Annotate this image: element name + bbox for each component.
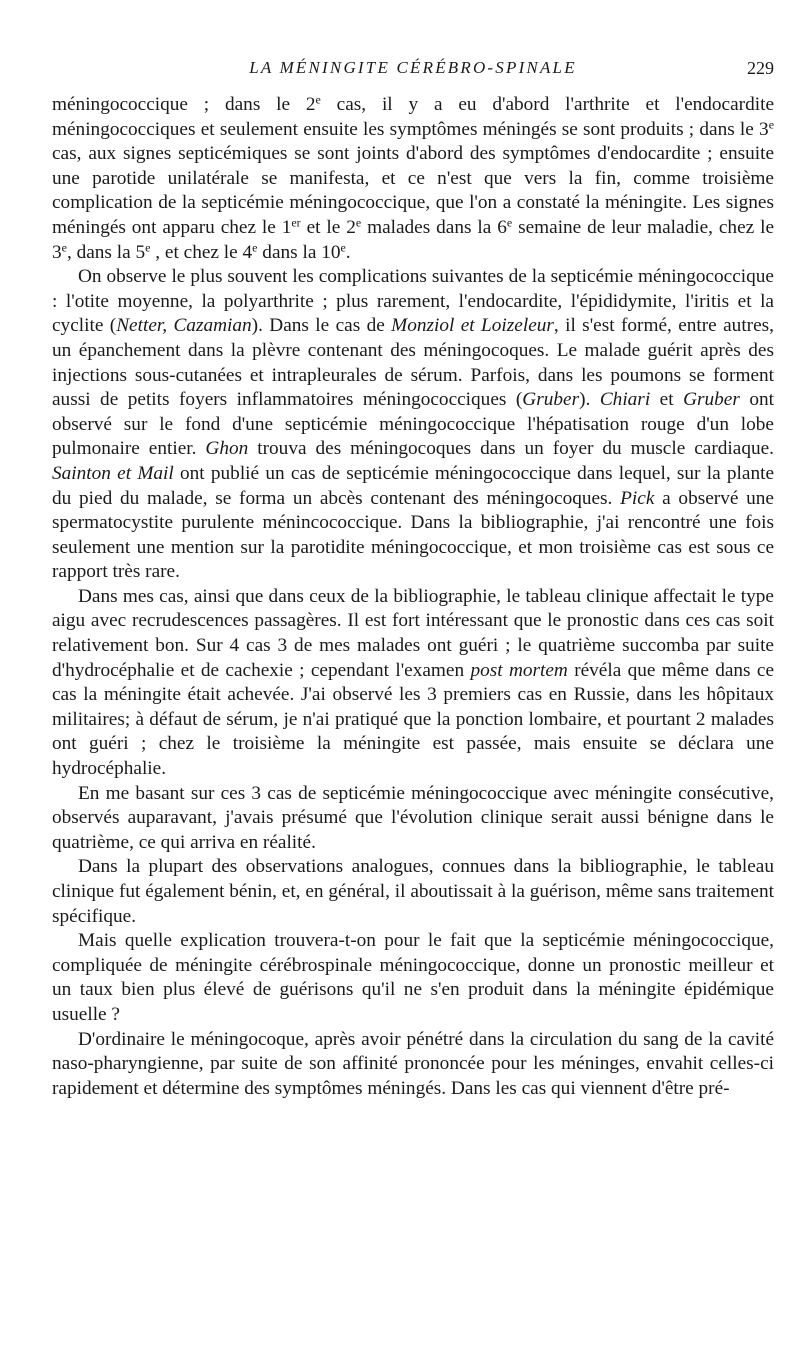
text-run: cas, il y a eu d'abord l'arthrite et l'endocardite méningococciques et seulement ensuite les symptômes méningés se sont produits ; dans le 3 <box>52 94 775 140</box>
italic-text: Netter, Cazamian <box>116 315 252 337</box>
text-run: cas, aux signes septicémiques se sont joints d'abord des symptômes d'endocardite ; ensuite une parotide unilatérale se manifesta, et ce n'est que vers la fin, comme troisième complication de la septicémie méningococcique, que l'on a constaté la méningite. Les signes méningés ont apparu chez le 1 <box>52 143 774 238</box>
italic-text: Chiari <box>599 389 651 411</box>
paragraph <box>52 929 774 1027</box>
text-run: . <box>345 241 351 263</box>
text-run: méningococcique ; dans le 2 <box>52 94 316 115</box>
superscript: e <box>61 239 67 254</box>
text-run: ). Dans le cas de <box>251 315 392 337</box>
text-run: ont observé sur le fond d'une septicémie méningococcique l'hépatisation rouge d'un lobe pulmonaire entier. <box>52 389 774 460</box>
paragraph <box>52 782 774 856</box>
superscript: er <box>291 215 301 230</box>
paragraph <box>52 1028 774 1102</box>
text-run: , et chez le 4 <box>150 241 253 263</box>
page-header <box>52 58 774 86</box>
italic-text: Gruber <box>522 389 580 411</box>
text-run: Mais quelle explication trouvera-t-on pour le fait que la septicémie méningococcique, compliquée de méningite cérébrospinale méningococcique, donne un pronostic meilleur et un taux bien plus élevé de guérisons qu'il ne s'en produit dans la méningite épidémique usuelle ? <box>52 930 774 1025</box>
body-text <box>52 93 774 1101</box>
text-run: En me basant sur ces 3 cas de septicémie méningococcique avec méningite consécutive, observés auparavant, j'avais présumé que l'évolution clinique serait aussi bénigne dans le quatrième, ce qui arriva en réalité. <box>52 782 774 853</box>
superscript: e <box>315 92 321 107</box>
superscript: e <box>340 239 346 254</box>
text-run: ont publié un cas de septicémie méningococcique dans lequel, sur la plante du pied du malade, se forma un abcès contenant des méningocoques. <box>52 462 775 509</box>
superscript: e <box>355 215 362 230</box>
text-run: dans la 10 <box>257 241 341 263</box>
italic-text: Pick <box>620 487 655 509</box>
paragraph <box>52 585 774 782</box>
text-run: , il s'est formé, entre autres, un épanchement dans la plèvre contenant des méningocoques. Le malade guérit après des injections sous-cutanées et intrapleurales de sérum. Parfois, dans les poumons se forment aussi de petits foyers inflammatoires méningococciques ( <box>52 315 774 411</box>
italic-text: post mortem <box>470 659 568 681</box>
italic-text: Monziol et Loizeleur <box>391 315 554 337</box>
italic-text: Gruber <box>683 389 740 411</box>
text-run: malades dans la 6 <box>361 216 507 238</box>
page-number: 229 <box>747 58 774 78</box>
superscript: e <box>768 117 774 132</box>
text-run: Dans mes cas, ainsi que dans ceux de la bibliographie, le tableau clinique affectait le type aigu avec recrudescences passagères. Il est fort intéressant que le pronostic dans ces cas soit relativement bon. Sur 4 cas 3 de mes malades ont guéri ; le quatrième succomba par suite d'hydrocéphalie et de cachexie ; cependant l'examen <box>52 585 774 681</box>
paragraph <box>52 265 774 585</box>
text-run: , dans la 5 <box>66 241 146 263</box>
running-title: LA MÉNINGITE CÉRÉBRO-SPINALE <box>249 58 577 77</box>
text-run: a observé une spermatocystite purulente ménincococcique. Dans la bibliographie, j'ai rencontré une fois seulement une mention sur la parotidite méningococcique, et mon troisième cas est sous ce rapport très rare. <box>52 487 774 583</box>
text-run: trouva des méningocoques dans un foyer du muscle cardiaque. <box>248 438 774 460</box>
text-run: ). <box>579 389 600 411</box>
text-run: On observe le plus souvent les complications suivantes de la septicémie méningococcique : l'otite moyenne, la polyarthrite ; plus rarement, l'endocardite, l'épididymite, l'iritis et la cyclite ( <box>52 266 774 337</box>
superscript: e <box>145 239 151 254</box>
italic-text: Sainton et Mail <box>52 462 174 484</box>
text-run: Dans la plupart des observations analogues, connues dans la bibliographie, le tableau clinique fut également bénin, et, en général, il aboutissait à la guérison, même sans traitement spécifique. <box>52 856 774 927</box>
text-run: révéla que même dans ce cas la méningite était achevée. J'ai observé les 3 premiers cas en Russie, dans les hôpitaux militaires; à défaut de sérum, je n'ai pratiqué que la ponction lombaire, et pourtant 2 malades ont guéri ; chez le troisième la méningite est passée, mais ensuite se déclara une hydrocéphalie. <box>52 659 775 780</box>
text-run: et <box>650 389 684 411</box>
superscript: e <box>506 215 513 230</box>
text-run: semaine de leur maladie, chez le 3 <box>52 216 775 263</box>
paragraph <box>52 93 774 265</box>
superscript: e <box>252 239 258 254</box>
text-run: D'ordinaire le méningocoque, après avoir pénétré dans la circulation du sang de la cavité naso-pharyngienne, par suite de son affinité prononcée pour les méninges, envahit celles-ci rapidement et détermine des symptômes méningés. Dans les cas qui viennent d'être pré- <box>52 1028 774 1099</box>
italic-text: Ghon <box>205 438 249 460</box>
paragraph <box>52 855 774 929</box>
text-run: et le 2 <box>300 216 356 238</box>
